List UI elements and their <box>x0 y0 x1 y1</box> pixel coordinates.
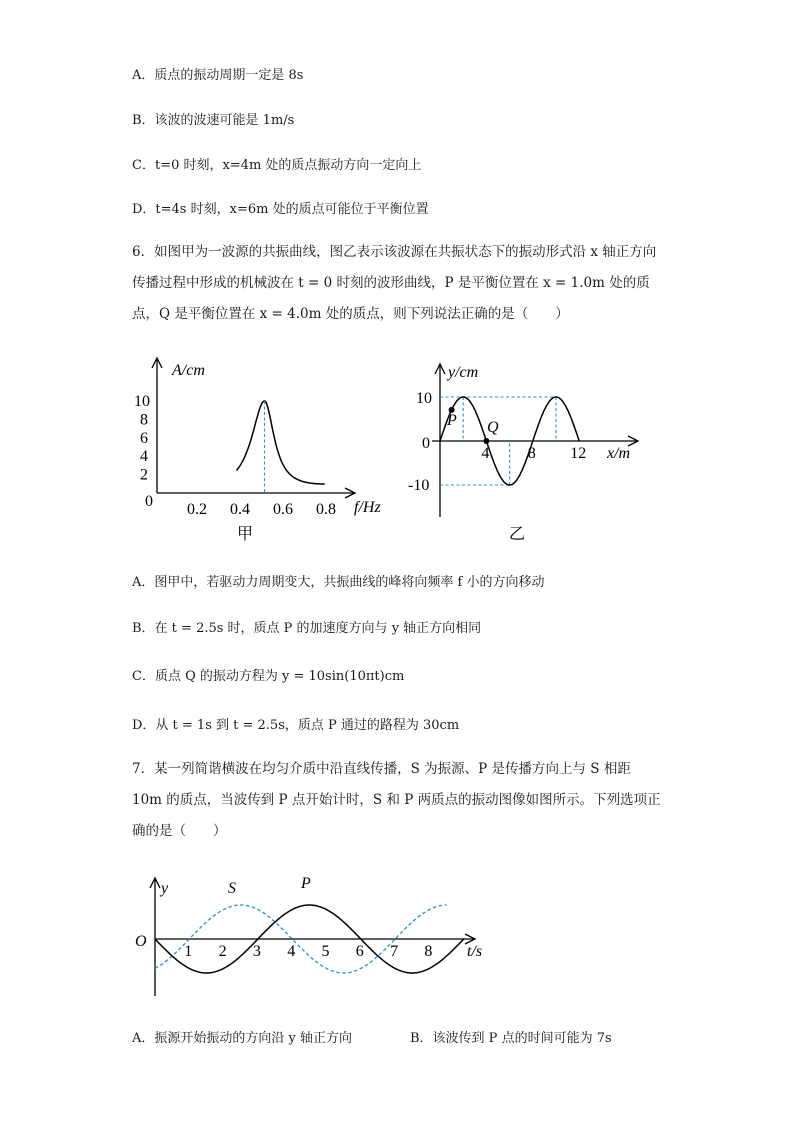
q7-origin: O <box>135 933 147 950</box>
q7-tick-label: 3 <box>252 943 261 960</box>
q7-stem: 7．某一列简谐横波在均匀介质中沿直线传播，S 为振源、P 是传播方向上与 S 相距 10m 的质点，当波传到 P 点开始计时，S 和 P 两质点的振动图像如图所示。下列选项正确的是（ ） <box>132 761 661 839</box>
jia-ytick-label: 4 <box>140 448 148 466</box>
jia-ytick-label: 2 <box>140 466 148 484</box>
figure-yi <box>410 350 660 550</box>
q7-label-p: P <box>301 875 311 892</box>
yi-xtick-label: 8 <box>527 445 536 462</box>
jia-ylabel: A/cm <box>172 362 205 379</box>
q7-tick-label: 7 <box>390 943 399 960</box>
jia-caption: 甲 <box>237 524 254 543</box>
q5-option-a: A．质点的振动周期一定是 8s <box>132 68 304 83</box>
q7-xlabel: t/s <box>467 943 483 960</box>
jia-origin: 0 <box>145 493 153 510</box>
yi-ylabel: y/cm <box>448 364 479 381</box>
q5-option-b: B．该波的波速可能是 1m/s <box>132 113 295 128</box>
q5-option-d: D．t=4s 时刻，x=6m 处的质点可能位于平衡位置 <box>132 202 429 217</box>
yi-point-q-dot <box>483 438 489 444</box>
q6-option-a: A．图甲中，若驱动力周期变大，共振曲线的峰将向频率 f 小的方向移动 <box>132 575 545 590</box>
jia-ytick-label: 8 <box>140 411 148 429</box>
yi-xtick-label: 4 <box>481 445 490 462</box>
q6-option-c: C．质点 Q 的振动方程为 y = 10sin(10πt)cm <box>132 669 405 684</box>
yi-point-q-label: Q <box>487 419 499 436</box>
q7-tick-label: 5 <box>321 943 330 960</box>
jia-xlabel: f/Hz <box>354 499 381 516</box>
yi-point-p-label: P <box>447 412 457 429</box>
q7-option-b: B．该波传到 P 点的时间可能为 7s <box>410 1031 612 1046</box>
q7-ylabel: y <box>161 880 169 897</box>
q5-option-c: C．t=0 时刻，x=4m 处的质点振动方向一定向上 <box>132 158 422 173</box>
jia-xtick-label: 0.2 <box>187 501 207 518</box>
q7-tick-label: 4 <box>287 943 296 960</box>
q6-option-b: B．在 t = 2.5s 时，质点 P 的加速度方向与 y 轴正方向相同 <box>132 621 482 636</box>
figure-q7 <box>130 868 490 1003</box>
jia-xtick-label: 0.4 <box>230 501 250 518</box>
q7-tick-label: 2 <box>218 943 227 960</box>
jia-xtick-label: 0.6 <box>273 501 293 518</box>
jia-xtick-label: 0.8 <box>316 501 336 518</box>
yi-caption: 乙 <box>509 524 526 543</box>
jia-resonance-curve <box>237 401 325 484</box>
q7-tick-label: 8 <box>424 943 433 960</box>
yi-tick-top: 10 <box>416 390 432 407</box>
q7-tick-label: 1 <box>184 943 193 960</box>
yi-xtick-label: 12 <box>570 445 587 462</box>
figure-jia <box>130 350 395 550</box>
q7-tick-label: 6 <box>355 943 364 960</box>
jia-ytick-label: 6 <box>140 429 148 447</box>
q6-stem: 6．如图甲为一波源的共振曲线，图乙表示该波源在共振状态下的振动形式沿 x 轴正方向传播过程中形成的机械波在 t = 0 时刻的波形曲线，P 是平衡位置在 x = 1.0m 处的质点，Q 是平衡位置在 x = 4.0m 处的质点，则下列说法正确的是（ ） <box>132 244 657 322</box>
yi-origin: 0 <box>422 435 430 452</box>
jia-ytick-label: 10 <box>134 393 150 410</box>
q6-option-d: D．从 t = 1s 到 t = 2.5s，质点 P 通过的路程为 30cm <box>132 718 460 733</box>
q7-label-s: S <box>228 880 236 897</box>
yi-xlabel: x/m <box>607 445 631 462</box>
q7-option-a: A．振源开始振动的方向沿 y 轴正方向 <box>132 1031 352 1046</box>
yi-tick-bottom: -10 <box>408 477 430 494</box>
